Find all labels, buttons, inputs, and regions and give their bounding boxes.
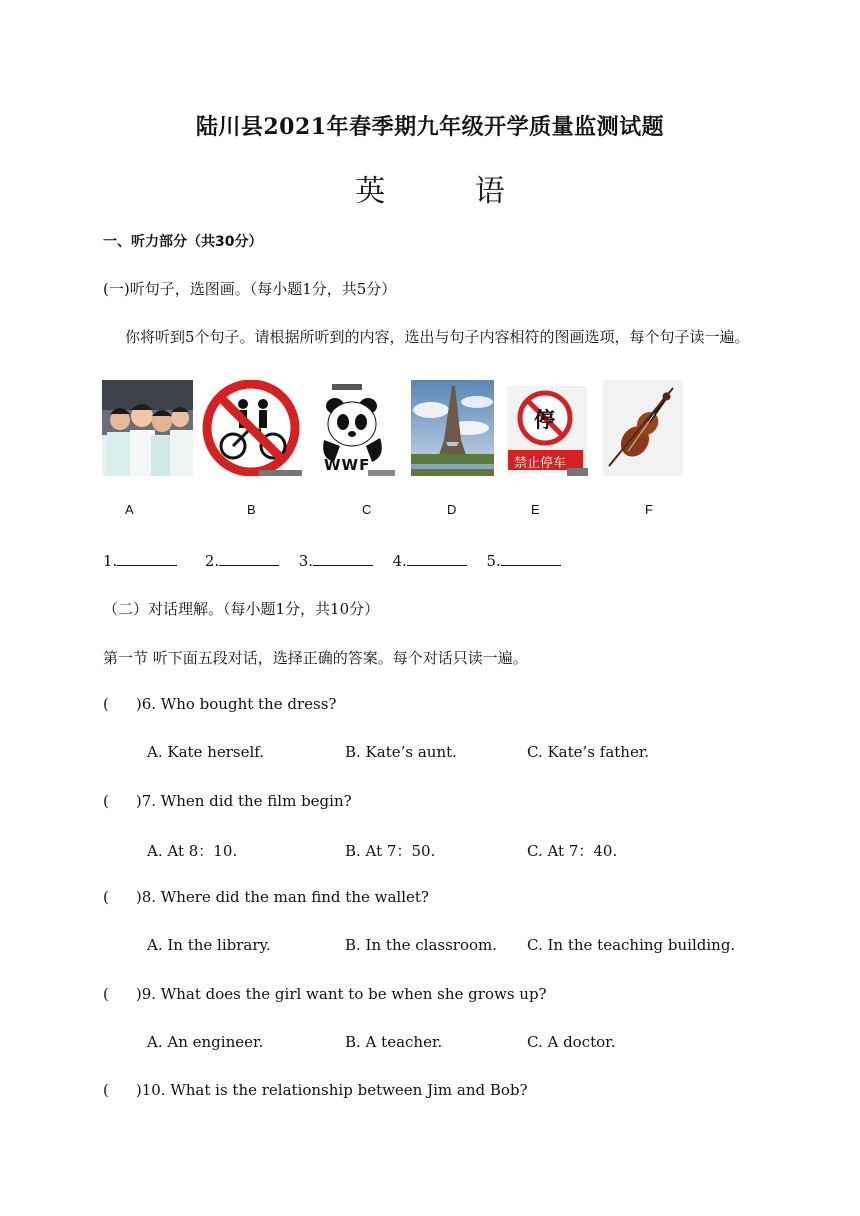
q8-option-c: C. In the teaching building. [527, 936, 736, 954]
picture-letter-a: A [125, 502, 134, 517]
answer-paren-close: ) [135, 792, 142, 810]
blank-label-3: 3. [298, 552, 314, 570]
question-10 [103, 1081, 528, 1099]
answer-paren-open: ( [103, 792, 109, 810]
q7-option-a: A. At 8：10. [147, 842, 238, 860]
answer-paren-close: ) [135, 1081, 142, 1099]
no-parking-sign-char: 停 [534, 408, 555, 432]
q9-option-b: B. A teacher. [345, 1033, 443, 1051]
answer-paren-open: ( [103, 695, 109, 713]
question-8 [103, 888, 429, 906]
wwf-logo-text: WWF [324, 456, 371, 474]
answer-paren-open: ( [103, 888, 109, 906]
answer-blanks-row [103, 551, 561, 570]
question-9 [103, 985, 547, 1003]
picture-letter-b: B [247, 502, 256, 517]
answer-blank-5[interactable] [501, 551, 561, 566]
answer-blank-3[interactable] [313, 551, 373, 566]
answer-blank-4[interactable] [407, 551, 467, 566]
blank-label-2: 2. [204, 552, 220, 570]
q6-option-c: C. Kate’s father. [527, 743, 650, 761]
answer-blank-2[interactable] [219, 551, 279, 566]
q6-option-b: B. Kate’s aunt. [345, 743, 457, 761]
answer-paren-open: ( [103, 985, 109, 1003]
blank-label-5: 5. [486, 552, 501, 570]
answer-blank-1[interactable] [117, 551, 177, 566]
section2-title: （二）对话理解。（每小题1分，共10分） [103, 600, 380, 618]
answer-paren-open: ( [103, 1081, 109, 1099]
section2-instructions: 第一节 听下面五段对话，选择正确的答案。每个对话只读一遍。 [103, 649, 528, 667]
q8-option-b: B. In the classroom. [345, 936, 498, 954]
no-parking-sign [503, 380, 588, 476]
question-text: 7. When did the film begin? [141, 792, 352, 810]
q9-option-c: C. A doctor. [527, 1033, 616, 1051]
q9-option-a: A. An engineer. [147, 1033, 264, 1051]
question-text: 8. Where did the man find the wallet? [141, 888, 429, 906]
answer-paren-close: ) [135, 695, 142, 713]
section-heading-listening: 一、听力部分（共30分） [103, 234, 263, 250]
exam-title: 陆川县2021年春季期九年级开学质量监测试题 [195, 114, 665, 140]
question-7 [103, 792, 352, 810]
wwf-panda-logo [310, 380, 395, 476]
q8-option-a: A. In the library. [147, 936, 271, 954]
subject-title: 英 语 [355, 174, 545, 209]
picture-letter-e: E [531, 502, 540, 517]
question-6 [103, 695, 336, 713]
q7-option-c: C. At 7：40. [527, 842, 618, 860]
q6-option-a: A. Kate herself. [147, 743, 265, 761]
q7-option-b: B. At 7：50. [345, 842, 436, 860]
picture-letter-d: D [447, 502, 457, 517]
section1-instructions: 你将听到5个句子。请根据所听到的内容，选出与句子内容相符的图画选项，每个句子读一遍。 [125, 328, 750, 346]
blank-label-1: 1. [103, 552, 118, 570]
answer-paren-close: ) [135, 985, 142, 1003]
nurses-photo [102, 380, 193, 476]
question-text: 10. What is the relationship between Jim and Bob? [141, 1081, 528, 1099]
blank-label-4: 4. [392, 552, 407, 570]
question-text: 6. Who bought the dress? [141, 695, 337, 713]
no-tandem-bike-sign [201, 380, 302, 476]
violin-photo [603, 380, 683, 476]
section1-title: (一)听句子，选图画。（每小题1分，共5分） [103, 280, 397, 298]
picture-letter-f: F [645, 502, 653, 517]
question-text: 9. What does the girl want to be when she grows up? [141, 985, 547, 1003]
answer-paren-close: ) [135, 888, 142, 906]
no-parking-sign-text: 禁止停车 [514, 456, 567, 471]
eiffel-tower-photo [411, 380, 494, 476]
picture-letter-c: C [362, 502, 372, 517]
